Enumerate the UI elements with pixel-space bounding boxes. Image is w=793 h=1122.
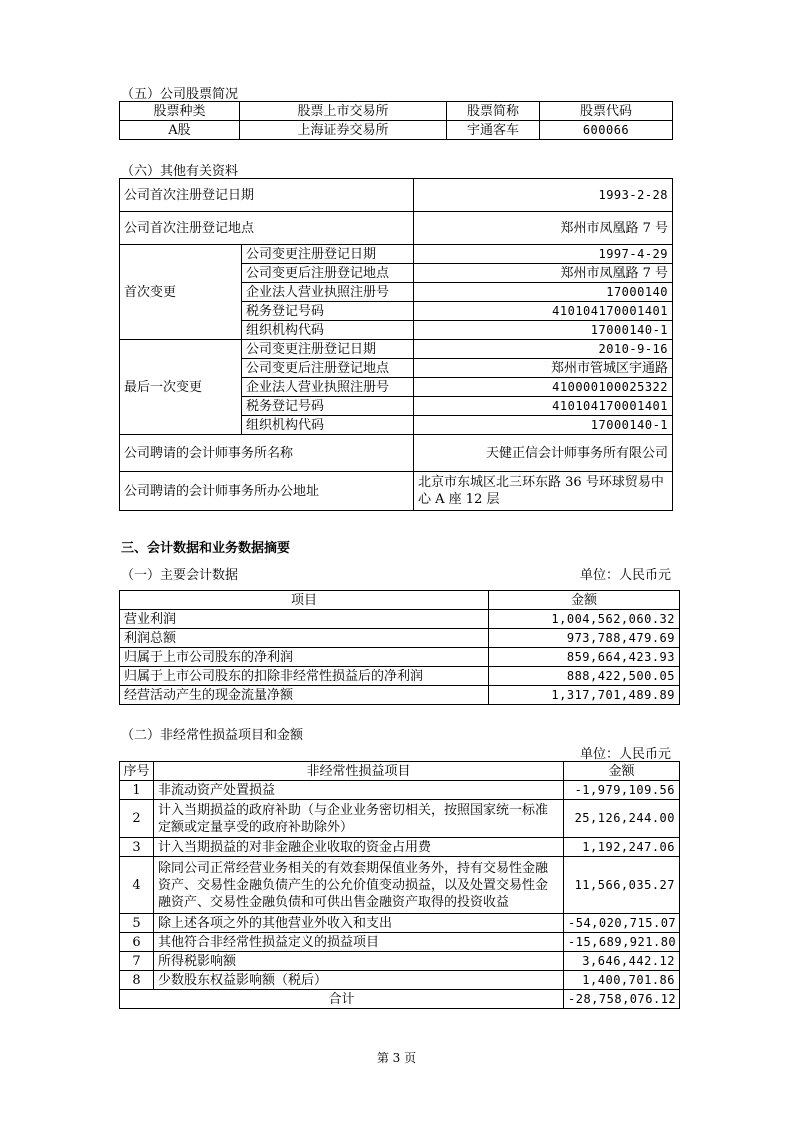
last-change-value: 2010-9-16 bbox=[414, 340, 673, 359]
main-row-amount: 1,317,701,489.89 bbox=[489, 686, 680, 705]
stock-type: A股 bbox=[120, 121, 240, 140]
main-header-item: 项目 bbox=[120, 591, 489, 610]
nr-row-amount: 1,400,701.86 bbox=[564, 971, 680, 990]
main-row-item: 利润总额 bbox=[120, 629, 489, 648]
nr-row-no: 5 bbox=[120, 914, 154, 933]
main-row-item: 营业利润 bbox=[120, 610, 489, 629]
main-header-amount: 金额 bbox=[489, 591, 680, 610]
nr-row-amount: 1,192,247.06 bbox=[564, 838, 680, 857]
last-change-label: 企业法人营业执照注册号 bbox=[242, 378, 414, 397]
auditor-addr-label: 公司聘请的会计师事务所办公地址 bbox=[120, 472, 414, 511]
nr-row-amount: 11,566,035.27 bbox=[564, 857, 680, 914]
sub1-title: （一）主要会计数据 bbox=[121, 568, 239, 583]
nr-row-item: 计入当期损益的对非金融企业收取的资金占用费 bbox=[154, 838, 564, 857]
section-5-title: （五）公司股票简况 bbox=[121, 87, 239, 102]
nr-row-item: 少数股东权益影响额（税后） bbox=[154, 971, 564, 990]
nr-row-amount: 25,126,244.00 bbox=[564, 800, 680, 838]
non-recurring-table bbox=[119, 761, 680, 1009]
nr-row-no: 6 bbox=[120, 933, 154, 952]
last-change-value: 郑州市管城区宇通路 bbox=[414, 359, 673, 378]
nr-row-no: 1 bbox=[120, 781, 154, 800]
last-change-value: 410000100025322 bbox=[414, 378, 673, 397]
first-reg-date-label: 公司首次注册登记日期 bbox=[120, 179, 414, 212]
last-change-value: 410104170001401 bbox=[414, 397, 673, 416]
nr-row-item: 其他符合非经常性损益定义的损益项目 bbox=[154, 933, 564, 952]
first-reg-date: 1993-2-28 bbox=[414, 179, 673, 212]
first-change-group: 首次变更 bbox=[120, 245, 242, 340]
main-row-amount: 888,422,500.05 bbox=[489, 667, 680, 686]
nr-row-item: 除上述各项之外的其他营业外收入和支出 bbox=[154, 914, 564, 933]
nr-row-no: 4 bbox=[120, 857, 154, 914]
page-number: 第 3 页 bbox=[376, 1051, 417, 1065]
first-change-label: 公司变更注册登记日期 bbox=[242, 245, 414, 264]
last-change-value: 17000140-1 bbox=[414, 416, 673, 435]
main-row-amount: 859,664,423.93 bbox=[489, 648, 680, 667]
nr-row-amount: 3,646,442.12 bbox=[564, 952, 680, 971]
stock-header-type: 股票种类 bbox=[120, 102, 240, 121]
main-accounting-table bbox=[119, 590, 680, 705]
nr-header-item: 非经常性损益项目 bbox=[154, 762, 564, 781]
section-6-title: （六）其他有关资料 bbox=[121, 164, 239, 179]
main-row-item: 归属于上市公司股东的扣除非经常性损益后的净利润 bbox=[120, 667, 489, 686]
auditor-addr: 北京市东城区北三环东路 36 号环球贸易中心 A 座 12 层 bbox=[414, 472, 673, 511]
nr-row-item: 计入当期损益的政府补助（与企业业务密切相关，按照国家统一标准定额或定量享受的政府补助除外） bbox=[154, 800, 564, 838]
nr-row-no: 7 bbox=[120, 952, 154, 971]
nr-row-item: 所得税影响额 bbox=[154, 952, 564, 971]
nr-row-no: 8 bbox=[120, 971, 154, 990]
stock-code: 600066 bbox=[540, 121, 673, 140]
stock-table bbox=[119, 101, 673, 140]
nr-row-no: 3 bbox=[120, 838, 154, 857]
nr-total-amount: -28,758,076.12 bbox=[564, 990, 680, 1009]
first-change-value: 17000140 bbox=[414, 283, 673, 302]
nr-row-no: 2 bbox=[120, 800, 154, 838]
last-change-label: 公司变更后注册登记地点 bbox=[242, 359, 414, 378]
stock-exchange: 上海证券交易所 bbox=[240, 121, 447, 140]
nr-row-amount: -1,979,109.56 bbox=[564, 781, 680, 800]
stock-abbr: 宇通客车 bbox=[447, 121, 540, 140]
main-row-amount: 973,788,479.69 bbox=[489, 629, 680, 648]
nr-row-amount: -54,020,715.07 bbox=[564, 914, 680, 933]
sub2-title: （二）非经常性损益项目和金额 bbox=[121, 728, 304, 743]
company-info-table bbox=[119, 178, 673, 511]
main-row-item: 经营活动产生的现金流量净额 bbox=[120, 686, 489, 705]
first-change-value: 郑州市凤凰路 7 号 bbox=[414, 264, 673, 283]
main-row-amount: 1,004,562,060.32 bbox=[489, 610, 680, 629]
last-change-label: 公司变更注册登记日期 bbox=[242, 340, 414, 359]
auditor-name: 天健正信会计师事务所有限公司 bbox=[414, 435, 673, 472]
first-change-label: 税务登记号码 bbox=[242, 302, 414, 321]
section-3-title: 三、会计数据和业务数据摘要 bbox=[121, 541, 291, 556]
nr-header-amount: 金额 bbox=[564, 762, 680, 781]
first-change-value: 1997-4-29 bbox=[414, 245, 673, 264]
first-reg-place: 郑州市凤凰路 7 号 bbox=[414, 212, 673, 245]
last-change-label: 组织机构代码 bbox=[242, 416, 414, 435]
first-change-value: 17000140-1 bbox=[414, 321, 673, 340]
first-reg-place-label: 公司首次注册登记地点 bbox=[120, 212, 414, 245]
stock-header-code: 股票代码 bbox=[540, 102, 673, 121]
nr-total-label: 合计 bbox=[120, 990, 564, 1009]
first-change-label: 企业法人营业执照注册号 bbox=[242, 283, 414, 302]
sub2-unit: 单位：人民币元 bbox=[579, 747, 671, 762]
stock-header-abbr: 股票简称 bbox=[447, 102, 540, 121]
nr-row-item: 非流动资产处置损益 bbox=[154, 781, 564, 800]
stock-header-exchange: 股票上市交易所 bbox=[240, 102, 447, 121]
nr-header-no: 序号 bbox=[120, 762, 154, 781]
last-change-label: 税务登记号码 bbox=[242, 397, 414, 416]
nr-row-item: 除同公司正常经营业务相关的有效套期保值业务外，持有交易性金融资产、交易性金融负债产生的公允价值变动损益，以及处置交易性金融资产、交易性金融负债和可供出售金融资产取得的投资收益 bbox=[154, 857, 564, 914]
last-change-group: 最后一次变更 bbox=[120, 340, 242, 435]
first-change-label: 组织机构代码 bbox=[242, 321, 414, 340]
sub1-unit: 单位：人民币元 bbox=[579, 568, 671, 583]
first-change-value: 410104170001401 bbox=[414, 302, 673, 321]
first-change-label: 公司变更后注册登记地点 bbox=[242, 264, 414, 283]
main-row-item: 归属于上市公司股东的净利润 bbox=[120, 648, 489, 667]
nr-row-amount: -15,689,921.80 bbox=[564, 933, 680, 952]
auditor-name-label: 公司聘请的会计师事务所名称 bbox=[120, 435, 414, 472]
